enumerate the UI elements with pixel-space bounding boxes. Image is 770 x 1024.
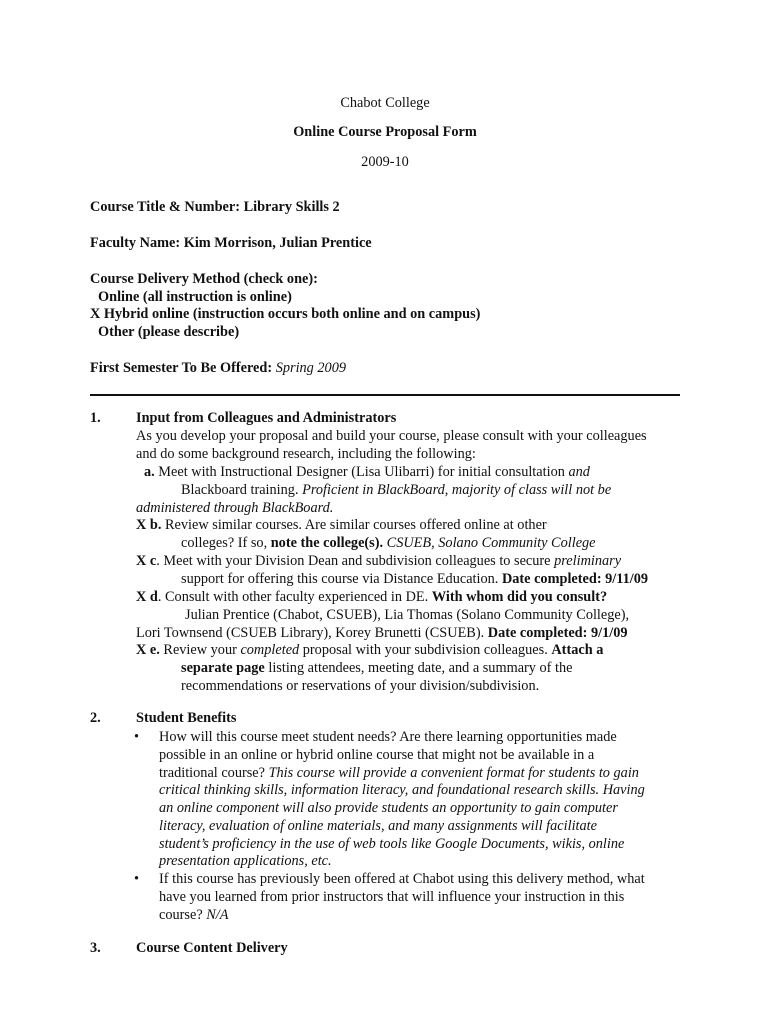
section-1-intro-line-1: As you develop your proposal and build your course, please consult with your colleagues (136, 428, 647, 444)
bullet-icon: • (134, 871, 140, 887)
delivery-option-other: Other (please describe) (98, 324, 240, 340)
question-1-text: traditional course? (159, 765, 269, 781)
question-1-answer-line-6: literacy, evaluation of online materials, and many assignments will facilitate (159, 818, 597, 834)
section-2-heading: Student Benefits (136, 710, 237, 726)
delivery-option-hybrid: X Hybrid online (instruction occurs both online and on campus) (90, 306, 481, 322)
item-e-instruction: separate page (181, 660, 265, 676)
item-c-line-2 (181, 570, 648, 588)
question-2-answer: N/A (206, 907, 229, 923)
item-c-text: support for offering this course via Distance Education. (181, 571, 502, 587)
item-c-text: . Meet with your Division Dean and subdivision colleagues to secure (156, 553, 555, 569)
item-a-text: Blackboard training. (181, 482, 303, 498)
question-2-line-1: If this course has previously been offered at Chabot using this delivery method, what (159, 871, 645, 887)
item-b-answer: CSUEB, Solano Community College (383, 535, 596, 551)
section-1-number: 1. (90, 410, 101, 426)
item-d-line-3 (136, 624, 628, 642)
item-d-line-1 (136, 588, 607, 606)
item-b-text: colleges? If so, (181, 535, 271, 551)
section-3-number: 3. (90, 940, 101, 956)
section-1-heading: Input from Colleagues and Administrators (136, 410, 397, 426)
item-a-text-emphasis: and (568, 464, 590, 480)
item-a-answer: Proficient in BlackBoard, majority of class will not be (302, 482, 612, 498)
item-a-line-2 (181, 481, 611, 499)
item-c-date: Date completed: 9/11/09 (501, 571, 649, 587)
item-d-line-2: Julian Prentice (Chabot, CSUEB), Lia Thomas (Solano Community College), (185, 607, 630, 623)
item-d-label: X d (136, 589, 158, 605)
first-semester-label: First Semester To Be Offered: (90, 360, 273, 376)
faculty-label: Faculty Name: (90, 235, 181, 251)
question-1-answer-line-4: critical thinking skills, information literacy, and foundational research skills. Having (159, 782, 645, 798)
item-e-line-3: recommendations or reservations of your division/subdivision. (181, 678, 540, 694)
item-d-date: Date completed: 9/1/09 (487, 625, 628, 641)
section-3-heading: Course Content Delivery (136, 940, 288, 956)
item-c-label: X c (136, 553, 157, 569)
item-a-answer-line-3: administered through BlackBoard. (136, 500, 334, 516)
item-c-line-1 (136, 552, 621, 570)
item-e-instruction: Attach a (551, 642, 604, 658)
question-2-line-2: have you learned from prior instructors that will influence your instruction in this (159, 889, 625, 905)
item-e-text: proposal with your subdivision colleagues. (299, 642, 552, 658)
item-a-line-1 (144, 463, 590, 481)
item-e-label: X e. (136, 642, 160, 658)
course-title-label: Course Title & Number: (90, 199, 240, 215)
item-d-text: Lori Townsend (CSUEB Library), Korey Brunetti (CSUEB). (136, 625, 488, 641)
question-1-line-3 (159, 764, 639, 782)
academic-year: 2009-10 (361, 154, 409, 170)
item-b-line-2 (181, 534, 596, 552)
horizontal-rule (90, 394, 680, 396)
item-b-text: Review similar courses. Are similar courses offered online at other (161, 517, 547, 533)
item-b-line-1 (136, 516, 547, 534)
question-2-text: course? (159, 907, 207, 923)
item-b-label: X b. (136, 517, 162, 533)
item-a-label: a. (144, 464, 155, 480)
faculty-value: Kim Morrison, Julian Prentice (183, 235, 372, 251)
item-b-emphasis: note the college(s). (270, 535, 384, 551)
item-d-text: . Consult with other faculty experienced in DE. (157, 589, 432, 605)
item-e-text: listing attendees, meeting date, and a summary of the (264, 660, 573, 676)
question-1-answer-line-8: presentation applications, etc. (159, 853, 332, 869)
item-e-line-2 (181, 659, 572, 677)
question-1-line-2: possible in an online or hybrid online course that might not be available in a (159, 747, 595, 763)
form-title: Online Course Proposal Form (293, 124, 477, 140)
section-2-number: 2. (90, 710, 101, 726)
question-1-answer-line-5: an online component will also provide students an opportunity to gain computer (159, 800, 618, 816)
course-title-value: Library Skills 2 (243, 199, 340, 215)
question-2-line-3 (159, 906, 228, 924)
question-1-answer: This course will provide a convenient format for students to gain (268, 765, 639, 781)
item-e-line-1 (136, 641, 603, 659)
college-name: Chabot College (340, 95, 430, 111)
item-c-text-emphasis: preliminary (554, 553, 622, 569)
delivery-option-online: Online (all instruction is online) (98, 289, 292, 305)
course-title-line (90, 198, 340, 216)
section-1-intro-line-2: and do some background research, including the following: (136, 446, 476, 462)
first-semester-value: Spring 2009 (275, 360, 347, 376)
faculty-line (90, 234, 372, 252)
item-e-text-emphasis: completed (240, 642, 300, 658)
item-a-text: Meet with Instructional Designer (Lisa Ulibarri) for initial consultation (154, 464, 569, 480)
question-1-line-1: How will this course meet student needs? Are there learning opportunities made (159, 729, 617, 745)
bullet-icon: • (134, 729, 140, 745)
first-semester-line (90, 359, 346, 377)
delivery-label: Course Delivery Method (check one): (90, 271, 318, 287)
item-e-text: Review your (159, 642, 241, 658)
question-1-answer-line-7: student’s proficiency in the use of web tools like Google Documents, wikis, online (159, 836, 625, 852)
item-d-question: With whom did you consult? (431, 589, 608, 605)
